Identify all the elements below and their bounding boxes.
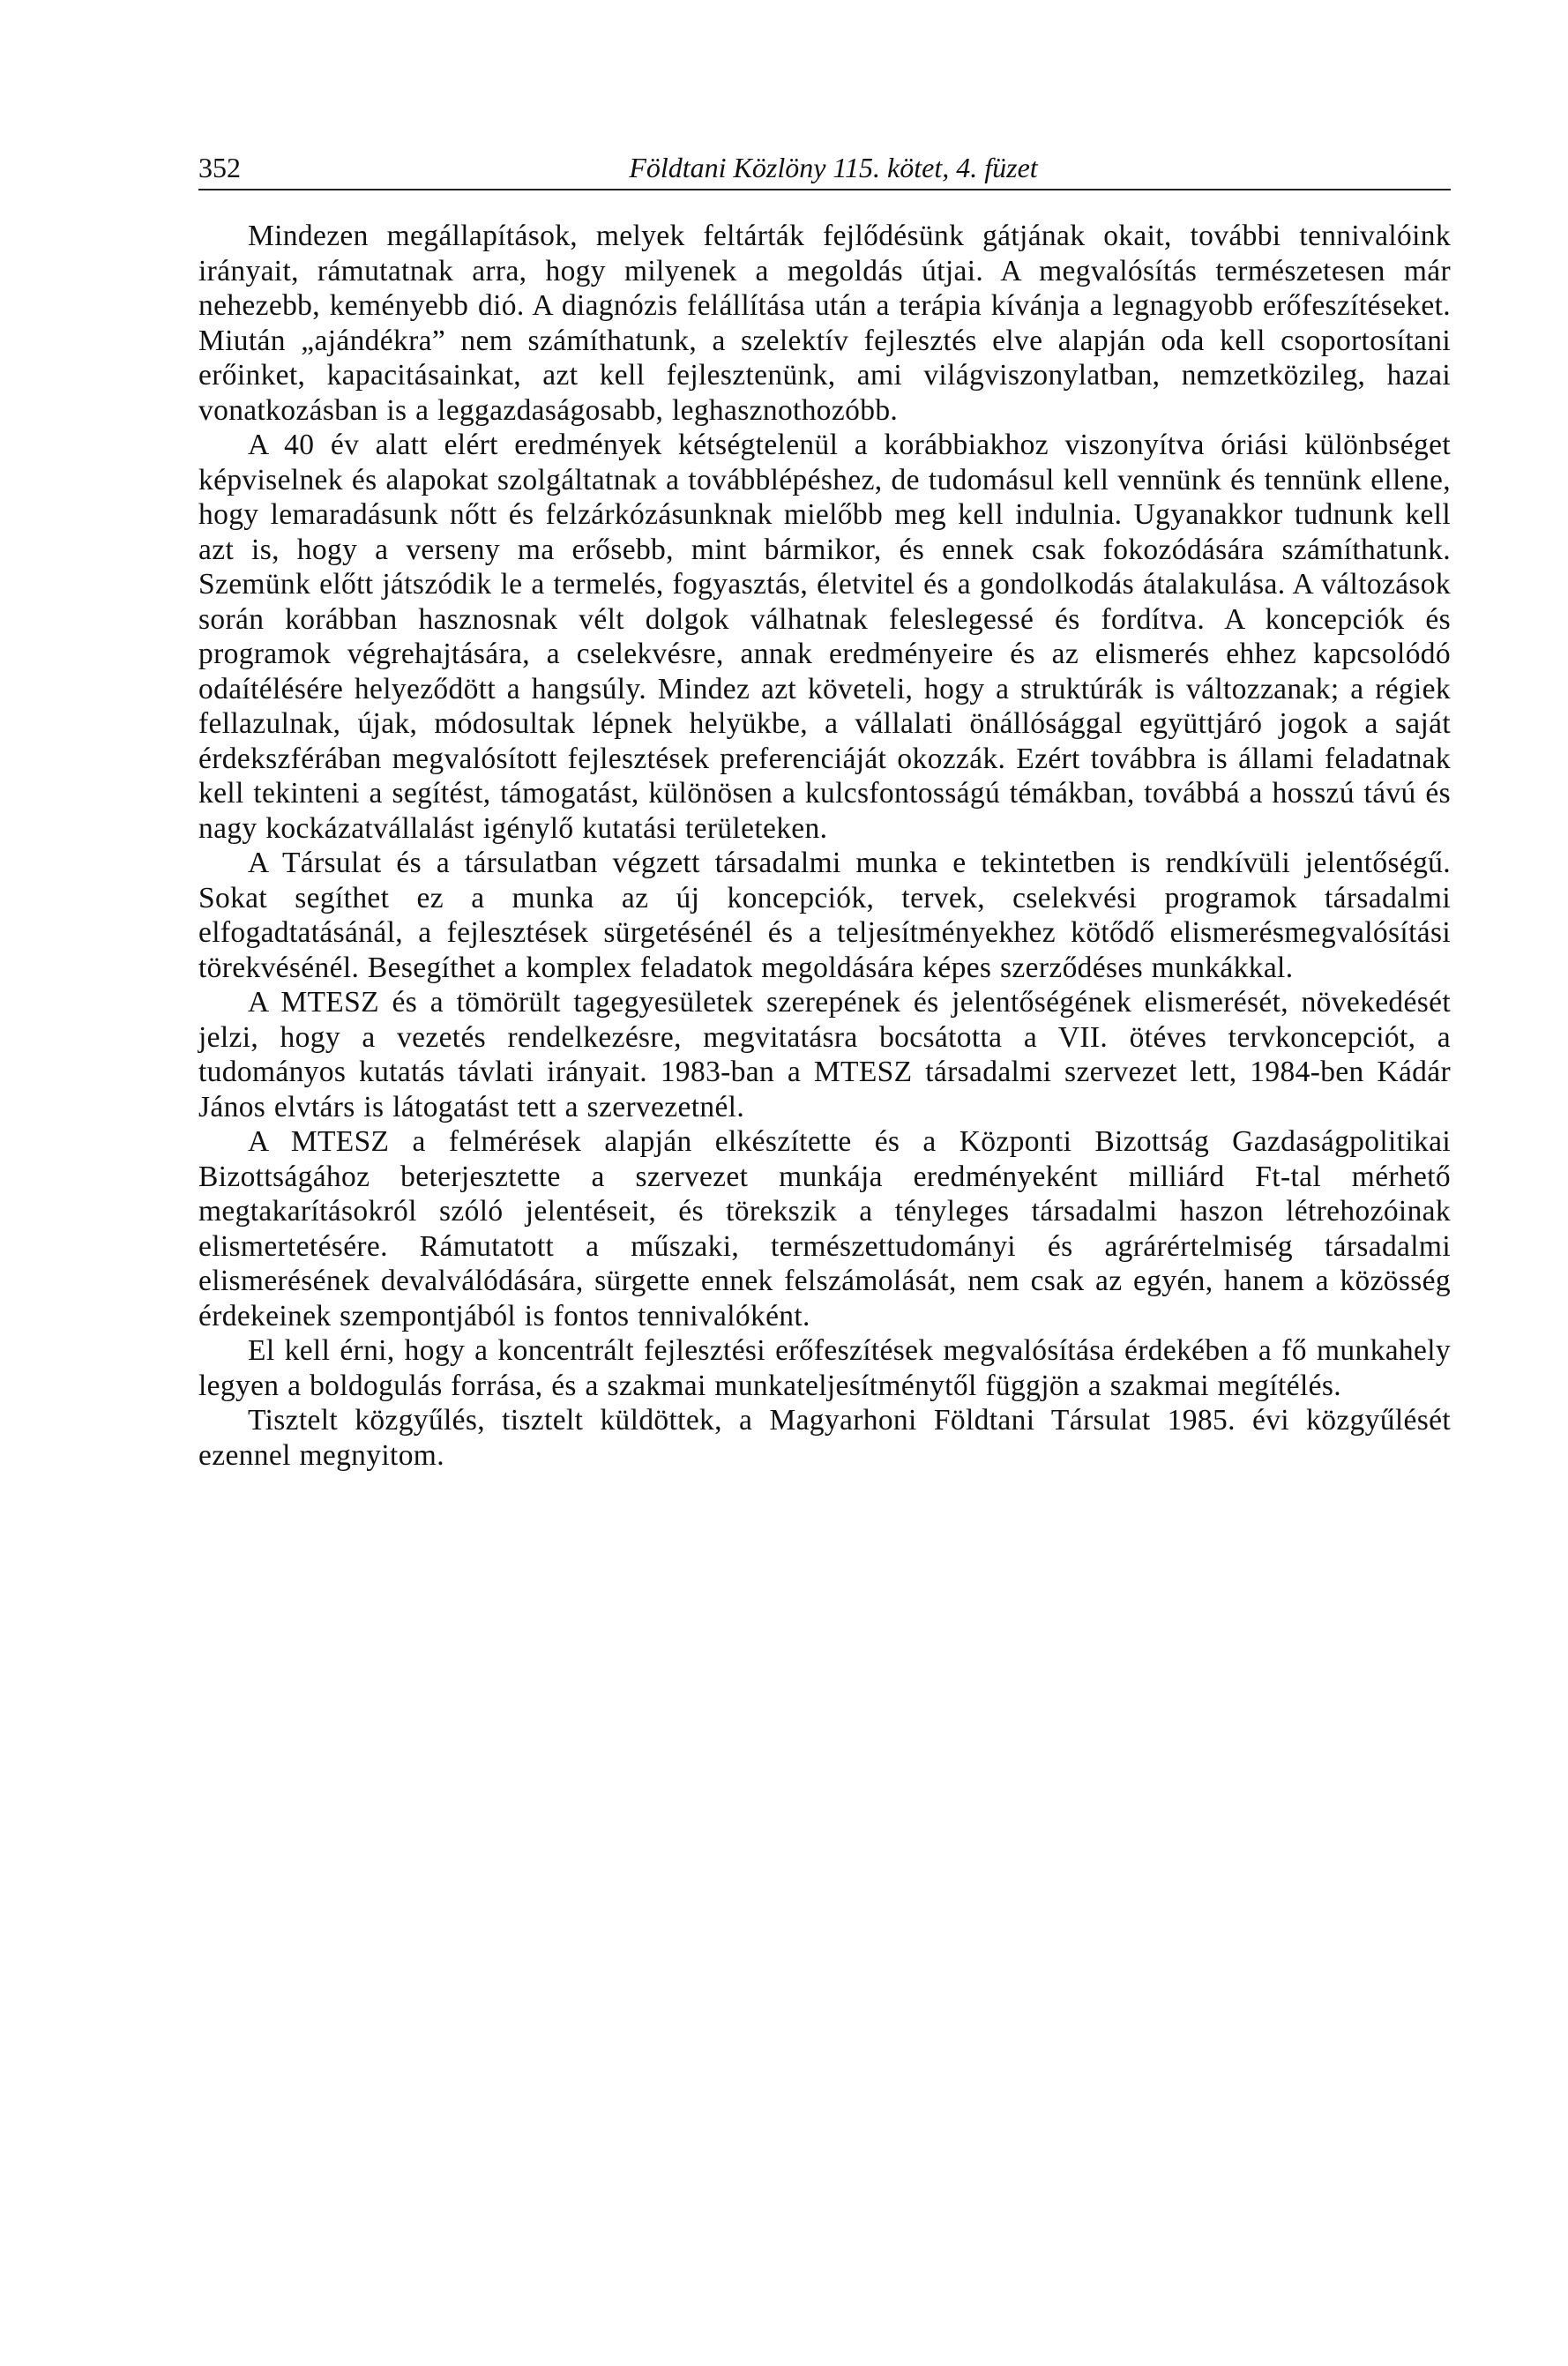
paragraph: A Társulat és a társulatban végzett társadalmi munka e tekintetben is rendkívüli jelentőségű. Sokat segíthet ez a munka az új koncepciók, tervek, cselekvési programok társadalmi elfogadtatásánál, a fejlesztések sürgetésénél és a teljesítményekhez kötődő elismerésmegvalósítási törekvésénél. Besegíthet a komplex feladatok megoldására képes szerződéses munkákkal.	[198, 847, 1451, 984]
paragraph: A 40 év alatt elért eredmények kétségtelenül a korábbiakhoz viszonyítva óriási különbséget képviselnek és alapokat szolgáltatnak a továbblépéshez, de tudomásul kell vennünk és tennünk ellene, hogy lemaradásunk nőtt és felzárkózásunknak mielőbb meg kell indulnia. Ugyanakkor tudnunk kell azt is, hogy a verseny ma erősebb, mint bármikor, és ennek csak fokozódására számíthatunk. Szemünk előtt játszódik le a termelés, fogyasztás, életvitel és a gondolkodás átalakulása. A változások során korábban hasznosnak vélt dolgok válhatnak feleslegessé és fordítva. A koncepciók és programok végrehajtására, a cselekvésre, annak eredményeire és az elismerés ehhez kapcsolódó odaítélésére helyeződött a hangsúly. Mindez azt követeli, hogy a struktúrák is változzanak; a régiek fellazulnak, újak, módosultak lépnek helyükbe, a vállalati önállósággal együttjáró jogok a saját érdekszférában megvalósított fejlesztések preferenciáját okozzák. Ezért továbbra is állami feladatnak kell tekinteni a segítést, támogatást, különösen a kulcsfontosságú témákban, továbbá a hosszú távú és nagy kockázatvállalást igénylő kutatási területeken.	[198, 429, 1451, 845]
running-title: Földtani Közlöny 115. kötet, 4. füzet	[629, 152, 1038, 183]
page-header	[198, 132, 1451, 185]
body-text	[198, 219, 1451, 1473]
paragraph: Mindezen megállapítások, melyek feltárták fejlődésünk gátjának okait, további tennivalóink irányait, rámutatnak arra, hogy milyenek a megoldás útjai. A megvalósítás természetesen már nehezebb, keményebb dió. A diagnózis felállítása után a terápia kívánja a legnagyobb erőfeszítéseket. Miután „ajándékra” nem számíthatunk, a szelektív fejlesztés elve alapján oda kell csoportosítani erőinket, kapacitásainkat, azt kell fejlesztenünk, ami világviszonylatban, nemzetközileg, hazai vonatkozásban is a leggazdaságosabb, leghasznothozóbb.	[198, 220, 1451, 427]
header-rule	[198, 189, 1451, 190]
page-number: 352	[198, 152, 241, 183]
paragraph: A MTESZ és a tömörült tagegyesületek szerepének és jelentőségének elismerését, növekedését jelzi, hogy a vezetés rendelkezésre, megvitatásra bocsátotta a VII. ötéves tervkoncepciót, a tudományos kutatás távlati irányait. 1983-ban a MTESZ társadalmi szervezet lett, 1984-ben Kádár János elvtárs is látogatást tett a szervezetnél.	[198, 986, 1451, 1123]
paragraph: Tisztelt közgyűlés, tisztelt küldöttek, a Magyarhoni Földtani Társulat 1985. évi közgyűlését ezennel megnyitom.	[198, 1404, 1451, 1472]
paragraph: El kell érni, hogy a koncentrált fejlesztési erőfeszítések megvalósítása érdekében a fő munkahely legyen a boldogulás forrása, és a szakmai munkateljesítménytől függjön a szakmai megítélés.	[198, 1334, 1451, 1402]
paragraph: A MTESZ a felmérések alapján elkészítette és a Központi Bizottság Gazdaságpolitikai Bizottságához beterjesztette a szervezet munkája eredményeként milliárd Ft-tal mérhető megtakarításokról szóló jelentéseit, és törekszik a tényleges társadalmi haszon létrehozóinak elismertetésére. Rámutatott a műszaki, természettudományi és agrárértelmiség társadalmi elismerésének devalválódására, sürgette ennek felszámolását, nem csak az egyén, hanem a közösség érdekeinek szempontjából is fontos tennivalóként.	[198, 1125, 1451, 1332]
